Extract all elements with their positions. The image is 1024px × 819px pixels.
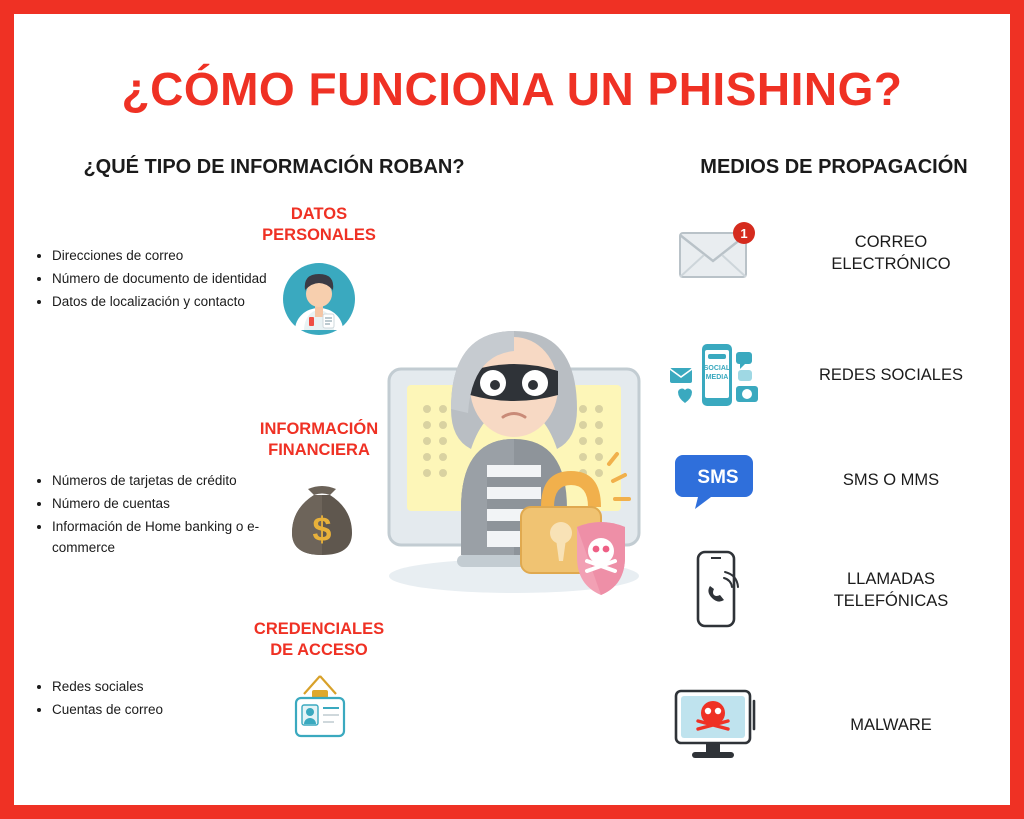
channel-label-line1: LLAMADAS [846, 569, 936, 588]
list-item: • Cuentas de correo [52, 700, 294, 721]
channel-label-line2: ELECTRÓNICO [831, 255, 951, 273]
poster-inner [14, 14, 1010, 805]
channel-label-line1: CORREO [854, 232, 928, 251]
category-title-line1: CREDENCIALES [253, 620, 385, 638]
channel-row-email [664, 207, 1024, 299]
channel-row-phone-calls [664, 544, 1024, 636]
list-item: • Redes sociales [52, 677, 294, 698]
channel-label [768, 364, 1024, 386]
envelope-icon [664, 221, 768, 285]
page-title: ¿CÓMO FUNCIONA UN PHISHING? [121, 63, 903, 115]
channel-label-line1: REDES SOCIALES [819, 365, 963, 384]
channel-label-line2: TELEFÓNICAS [833, 592, 949, 610]
money-bag-icon [286, 469, 358, 564]
channel-row-social-media [664, 329, 1024, 421]
channel-row-malware [664, 679, 1024, 771]
channel-label [768, 469, 1024, 491]
id-badge-icon [282, 672, 358, 753]
category-title-line2: DE ACCESO [270, 640, 368, 659]
channel-label [768, 568, 1024, 613]
malware-monitor-icon [664, 685, 768, 765]
sms-icon-text: SMS [697, 467, 739, 488]
list-item: • Direcciones de correo [52, 246, 294, 267]
channel-label-line1: MALWARE [850, 715, 932, 734]
list-item: • Datos de localización y contacto [52, 292, 294, 313]
hacker-behind-monitor-illustration [369, 259, 659, 619]
category-bullet-list [34, 471, 294, 561]
channel-label-line1: SMS O MMS [842, 470, 940, 489]
channel-row-sms [664, 434, 1024, 526]
channel-label [768, 714, 1024, 736]
list-item: • Número de cuentas [52, 494, 294, 515]
category-title-line1: INFORMACIÓN [259, 420, 379, 438]
category-title-line1: DATOS [290, 205, 348, 223]
social-media-icon-text-line1: SOCIAL [703, 365, 731, 372]
left-section-heading: ¿QUÉ TIPO DE INFORMACIÓN ROBAN? [83, 156, 465, 178]
person-avatar-icon [282, 262, 356, 341]
list-item: • Números de tarjetas de crédito [52, 471, 294, 492]
category-bullet-list [34, 677, 294, 723]
email-badge-count: 1 [740, 226, 748, 241]
category-title-line2: FINANCIERA [268, 440, 370, 459]
category-bullet-list [34, 246, 294, 315]
sms-bubble-icon [664, 449, 768, 511]
category-title [214, 204, 424, 245]
right-section-heading: MEDIOS DE PROPAGACIÓN [700, 156, 968, 178]
channel-label [768, 231, 1024, 276]
phone-call-icon [664, 548, 768, 632]
social-media-icon-text-line2: MEDIA [705, 374, 729, 381]
category-title [214, 619, 424, 660]
social-media-phone-icon [664, 338, 768, 412]
svg-text:$: $ [312, 511, 332, 549]
category-title-line2: PERSONALES [262, 225, 376, 244]
list-item: • Información de Home banking o e-commerce [52, 517, 294, 559]
list-item: • Número de documento de identidad [52, 269, 294, 290]
